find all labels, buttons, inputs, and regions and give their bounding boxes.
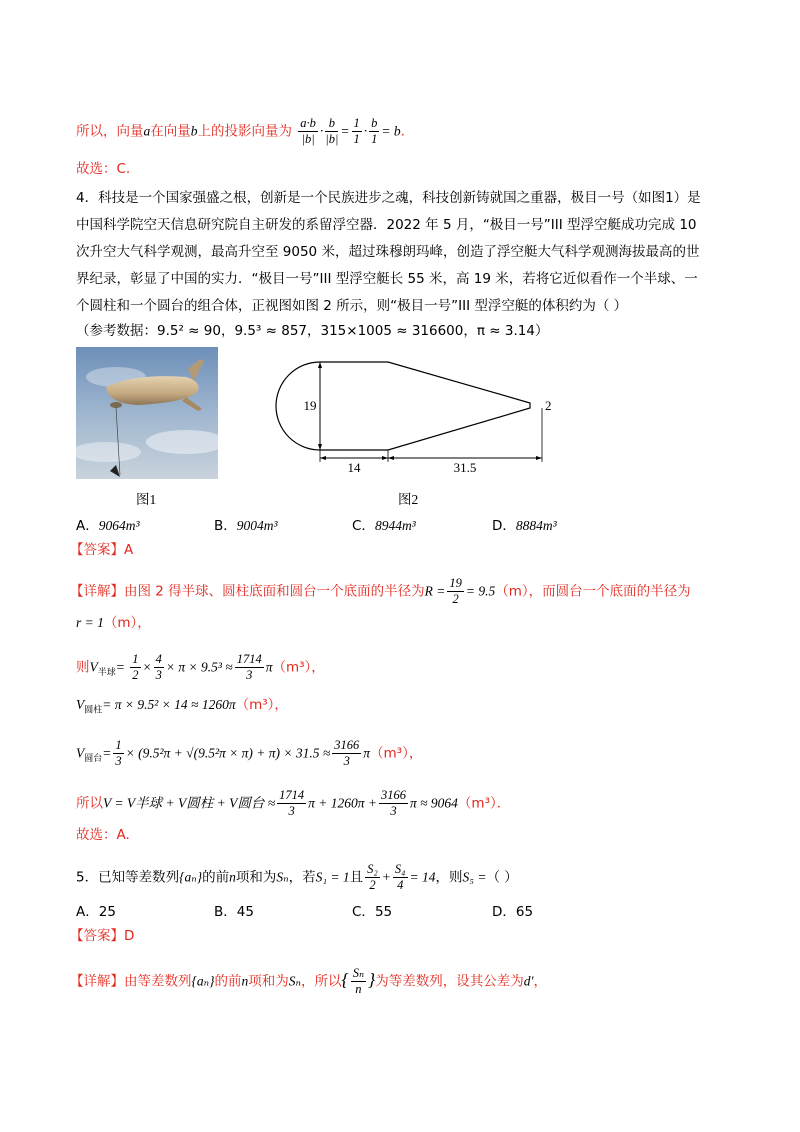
dimension-segment-b: 31.5 [453, 460, 477, 475]
q4-option-a[interactable]: A．9064m³ [76, 518, 140, 534]
q5-text-a: 5．已知等差数列 [76, 869, 180, 886]
airship-photo [76, 347, 218, 479]
q5-plus: + [381, 869, 391, 885]
q5-Sn: Sₙ [276, 869, 289, 885]
radius-R: R = [424, 583, 446, 599]
q4-line-3: 次升空大气科学观测，最高升空至 9050 米，超过珠穆朗玛峰，创造了浮空艇大气科学观测海拔最高的世 [76, 244, 700, 260]
q5-detail-c: 项和为 [248, 973, 289, 990]
projection-suffix: 上的投影向量为 [197, 123, 292, 140]
q5-text-f: ，则 [435, 869, 463, 886]
dimension-segment-a: 14 [347, 460, 361, 475]
v2-unit: （m³）， [235, 697, 288, 713]
radius-fraction: $\frac{19}{2}$ [449, 576, 462, 606]
q5-paren: （ ） [486, 869, 518, 886]
q5-n: n [229, 869, 236, 885]
v1-subscript: 半球 [97, 668, 116, 679]
radius-r: r = 1 [76, 615, 104, 630]
vector-a: a [143, 123, 151, 139]
q4-line-2: 中国科学院空天信息研究院自主研发的系留浮空器．2022 年 5 月，“极目一号”III 型浮空艇成功完成 10 [76, 217, 697, 233]
v3-unit: （m³）， [370, 745, 423, 762]
v-total-line [76, 788, 510, 819]
v-frustum-line [76, 738, 422, 769]
q5-detail-b: 的前 [214, 973, 242, 990]
v-cylinder-line [76, 696, 288, 720]
v1-times: × [142, 659, 152, 675]
projection-fraction-1: $\frac{a\cdot b}{|b|}$ [300, 116, 316, 146]
q5-detail-Sn: Sₙ [288, 973, 302, 989]
q4-option-c[interactable]: C．8944m³ [352, 518, 416, 534]
vector-b: b [190, 123, 198, 139]
v4-unit: （m³）． [457, 795, 511, 812]
q5-detail-d2: d′ [523, 973, 534, 989]
v3-result: $\frac{3166}{3}$ [334, 738, 360, 768]
v-hemisphere-line [76, 652, 325, 683]
q4-line-1: 4．科技是一个国家强盛之根，创新是一个民族进步之魂，科技创新铸就国之重器，极目一号（如图1）是 [76, 190, 701, 206]
projection-result: = b [381, 123, 401, 139]
v3-third: $\frac{1}{3}$ [115, 738, 122, 768]
q5-detail-d: ，所以 [301, 973, 342, 990]
q5-detail-a: 由等差数列 [124, 973, 192, 990]
q5-answer: 【答案】D [70, 928, 135, 944]
q5-text-b: 的前 [202, 869, 230, 886]
v1-eq: = [115, 659, 129, 675]
v1-half: $\frac{1}{2}$ [132, 652, 139, 682]
dimension-tip: 2 [545, 398, 552, 413]
q5-S5: S₅ = [462, 869, 487, 885]
v4-prefix: 所以 [76, 795, 103, 812]
figure-2-caption: 图2 [398, 492, 419, 507]
dimension-height: 19 [303, 398, 317, 413]
v2-lhs: V [76, 697, 85, 712]
dot-sign-2: · [363, 123, 368, 139]
projection-fraction-2: $\frac{b}{|b|}$ [325, 116, 339, 146]
choice-c-line: 故选：C. [76, 161, 131, 177]
q4-line-5: 个圆柱和一个圆台的组合体，正视图如图 2 所示，则“极目一号”III 型浮空艇的体积约为（ ） [76, 298, 628, 314]
q4-option-b[interactable]: B．9004m³ [214, 518, 278, 534]
q5-detail-frac: $\frac{\text{Sₙ}}{n}$ [352, 966, 365, 996]
v2-expr: = π × 9.5² × 14 ≈ 1260π [102, 697, 236, 712]
equals-sign: = [340, 123, 350, 139]
v1-lhs: V [89, 659, 98, 675]
q5-detail-n: n [241, 973, 249, 989]
q5-line [76, 862, 518, 893]
q5-option-d[interactable]: D．65 [492, 904, 534, 920]
q5-text-e: 且 [349, 869, 364, 886]
detail-tag: 【详解】 [70, 583, 124, 600]
projection-prefix: 所以，向量 [76, 123, 144, 140]
q4-answer: 【答案】A [70, 542, 134, 558]
detail-unit-2: （m）， [103, 615, 151, 631]
projection-mid: 在向量 [150, 123, 191, 140]
q5-option-b[interactable]: B．45 [214, 904, 254, 920]
v3-expr: × (9.5²π + √(9.5²π × π) + π) × 31.5 ≈ [125, 745, 331, 761]
v3-lhs: V [76, 745, 85, 761]
q4-detail-line-1 [70, 576, 691, 607]
projection-line [76, 116, 405, 147]
v1-unit: （m³）， [272, 659, 325, 676]
radius-value: = 9.5 [465, 583, 496, 599]
v4-frac-b: $\frac{3166}{3}$ [380, 788, 406, 818]
q5-detail-end: ， [533, 973, 547, 990]
q5-option-a[interactable]: A．25 [76, 904, 116, 920]
v4-tail: π ≈ 9064 [409, 795, 458, 811]
q4-option-d[interactable]: D．8884m³ [492, 518, 557, 534]
figure-1-caption: 图1 [136, 492, 157, 507]
v1-result: $\frac{1714}{3}$ [236, 652, 262, 682]
q5-option-c[interactable]: C．55 [352, 904, 393, 920]
v1-prefix: 则 [76, 659, 90, 676]
v3-pi: π [363, 745, 371, 761]
q4-reference-data: （参考数据：9.5² ≈ 90，9.5³ ≈ 857，315×1005 ≈ 316600，π ≈ 3.14） [76, 323, 549, 339]
q4-line-4: 界纪录，彰显了中国的实力．“极目一号”III 型浮空艇长 55 米，高 19 米，若将它近似看作一个半球、一 [76, 271, 698, 287]
q5-detail-tag: 【详解】 [70, 973, 124, 990]
q5-seq: {aₙ} [179, 869, 203, 885]
detail-text-1: 由图 2 得半球、圆柱底面和圆台一个底面的半径为 [124, 583, 425, 600]
q5-detail-seq: {aₙ} [191, 973, 215, 989]
q5-frac-1: $\frac{\text{S₂}}{2}$ [367, 862, 378, 892]
q5-frac-2: $\frac{\text{S₄}}{4}$ [394, 862, 406, 892]
v1-four-thirds: $\frac{4}{3}$ [155, 652, 162, 682]
q5-S1: S₁ = 1 [315, 869, 350, 885]
v3-subscript: 圆台 [84, 754, 103, 765]
v1-tail: × π × 9.5³ ≈ [165, 659, 233, 675]
v4-mid: π + 1260π + [308, 795, 377, 811]
q5-eq: = 14 [409, 869, 436, 885]
q5-detail-line: 【详解】由等差数列{aₙ}的前n项和为Sₙ，所以{ $\frac{\text{Sₙ}}{n}$ }为等差数列，设其公差为d′， [70, 966, 547, 996]
b-fraction: $\frac{b}{1}$ [371, 116, 378, 146]
projection-end: . [400, 123, 405, 140]
v2-subscript: 圆柱 [84, 705, 103, 716]
q5-detail-e: 为等差数列，设其公差为 [375, 973, 524, 990]
q5-text-d: ，若 [288, 869, 316, 886]
detail-unit-1: （m），而圆台一个底面的半径为 [495, 583, 691, 600]
q5-text-c: 项和为 [235, 869, 277, 886]
front-view-diagram [270, 358, 570, 488]
v1-pi: π [265, 659, 273, 675]
v4-expr: V = V半球 + V圆柱 + V圆台 ≈ [103, 795, 276, 811]
v4-frac-a: $\frac{1714}{3}$ [279, 788, 305, 818]
v3-eq: = [102, 745, 112, 761]
dot-sign: · [319, 123, 324, 139]
q4-detail-line-2 [76, 614, 151, 632]
one-fraction: $\frac{1}{1}$ [353, 116, 360, 146]
q4-choice: 故选：A. [76, 827, 130, 843]
